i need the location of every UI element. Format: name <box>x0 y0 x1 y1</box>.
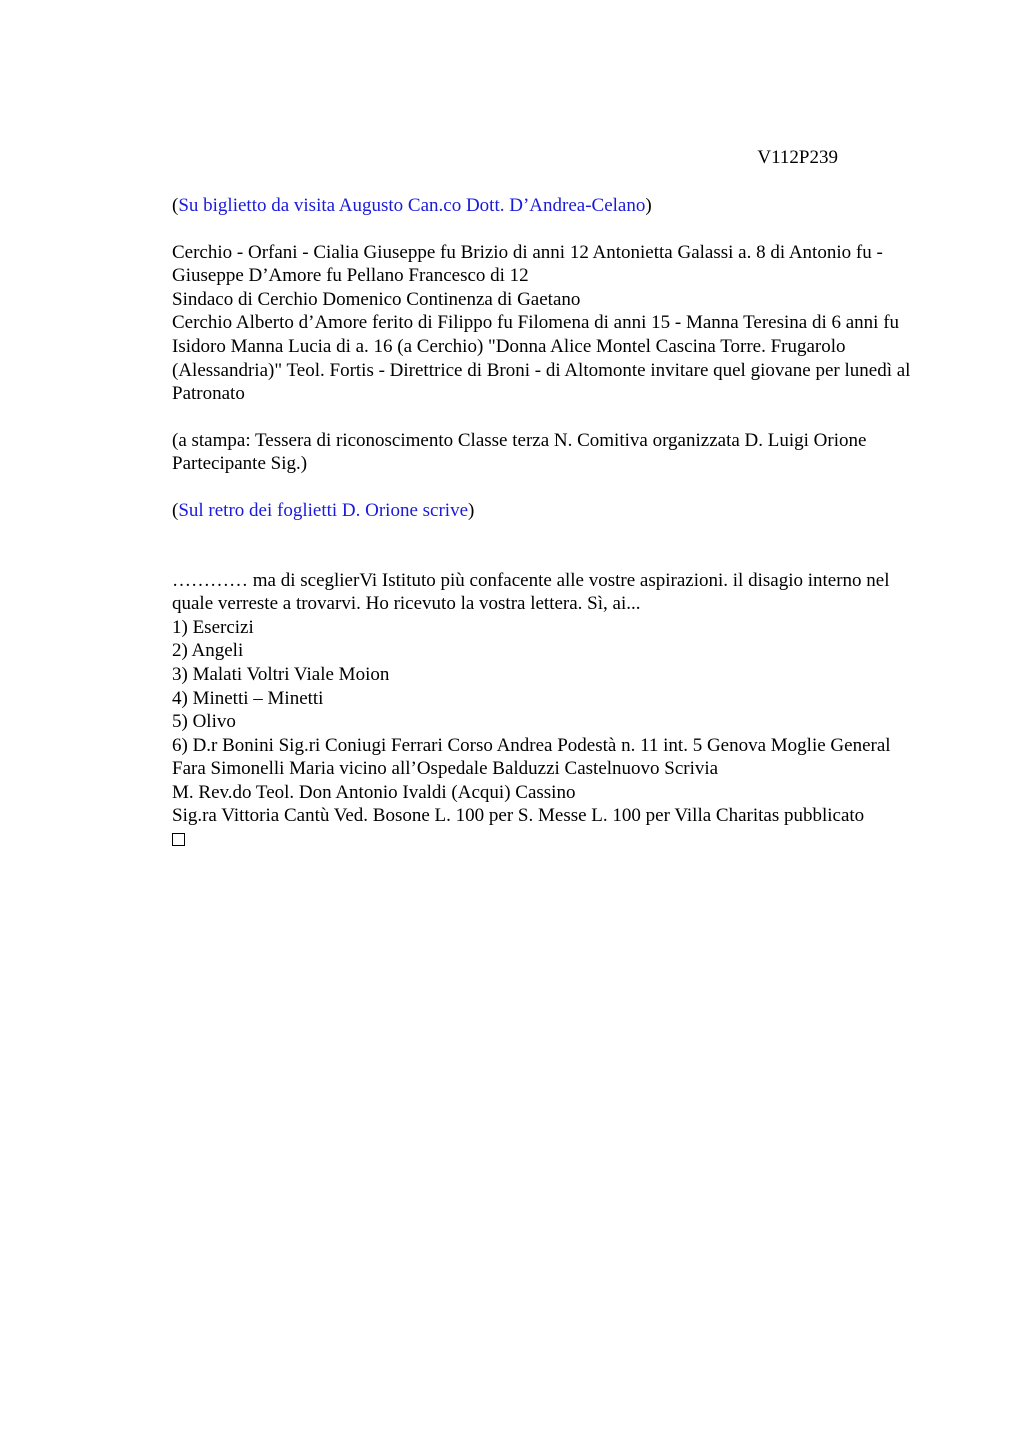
note-card-open: ( <box>172 195 179 216</box>
paragraph-stampa: (a stampa: Tessera di riconoscimento Classe terza N. Comitiva organizzata D. Luigi Orione Partecipante Sig.) <box>172 429 867 475</box>
paragraph-letter: ………… ma di sceglierVi Istituto più confacente alle vostre aspirazioni. il disagio interno nel quale verreste a trovarvi. Ho ricevuto la vostra lettera. Sì, ai... <box>172 569 890 615</box>
paragraph-cerchio: Cerchio - Orfani - Cialia Giuseppe fu Brizio di anni 12 Antonietta Galassi a. 8 di Antonio fu -Giuseppe D’Amore fu Pellano Francesco di 12 <box>172 241 883 287</box>
note-retro-open: ( <box>172 499 179 521</box>
list-item: 5) Olivo <box>172 711 236 733</box>
note-retro <box>172 499 932 523</box>
list-item: 4) Minetti – Minetti <box>172 687 324 709</box>
line-cantu: Sig.ra Vittoria Cantù Ved. Bosone L. 100 per S. Messe L. 100 per Villa Charitas pubblicato <box>172 805 865 827</box>
cerchio-block <box>172 241 932 406</box>
note-card <box>172 194 932 218</box>
document-reference: V112P239 <box>757 147 838 168</box>
line-sindaco: Sindaco di Cerchio Domenico Continenza di Gaetano <box>172 288 581 310</box>
list-item: 2) Angeli <box>172 640 244 662</box>
line-fara: Fara Simonelli Maria vicino all’Ospedale Balduzzi Castelnuovo Scrivia <box>172 758 719 780</box>
checkbox-icon <box>172 833 185 846</box>
note-card-text: Su biglietto da visita Augusto Can.co Dott. D’Andrea-Celano <box>178 195 646 216</box>
note-card-close: ) <box>645 195 652 216</box>
document-body <box>172 194 932 876</box>
list-item: 3) Malati Voltri Viale Moion <box>172 663 390 685</box>
note-retro-close: ) <box>468 499 475 521</box>
line-ivaldi: M. Rev.do Teol. Don Antonio Ivaldi (Acqui) Cassino <box>172 781 576 803</box>
list-item: 1) Esercizi <box>172 616 254 638</box>
note-retro-text: Sul retro dei foglietti D. Orione scrive <box>178 499 469 521</box>
paragraph-alberto: Cerchio Alberto d’Amore ferito di Filippo fu Filomena di anni 15 - Manna Teresina di 6 anni fu Isidoro Manna Lucia di a. 16 (a Cerchio) "Donna Alice Montel Cascina Torre. Frugarolo (Alessandria)" Teol. Fortis - Direttrice di Broni - di Altomonte invitare quel giovane per lunedì al Patronato <box>172 312 911 405</box>
list-item: 6) D.r Bonini Sig.ri Coniugi Ferrari Corso Andrea Podestà n. 11 int. 5 Genova Moglie General <box>172 734 891 756</box>
letter-block <box>172 569 932 853</box>
